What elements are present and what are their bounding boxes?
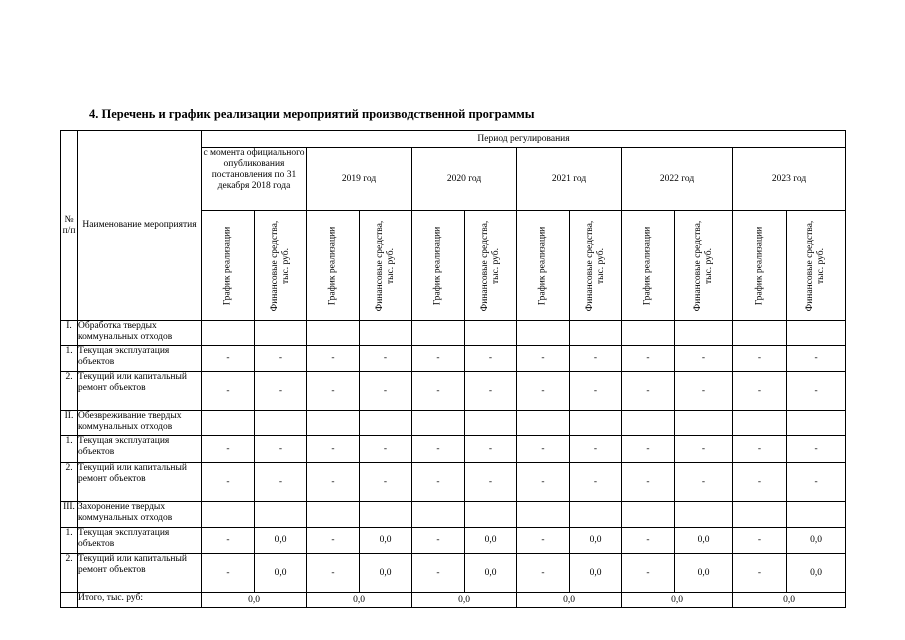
cell-schedule xyxy=(733,502,787,528)
total-value: 0,0 xyxy=(622,593,733,608)
total-number-cell xyxy=(61,593,78,608)
cell-schedule: - xyxy=(412,463,465,502)
table-row xyxy=(61,346,846,372)
cell-finance xyxy=(360,502,412,528)
cell-schedule: - xyxy=(307,372,360,411)
cell-finance: - xyxy=(465,372,517,411)
cell-schedule: - xyxy=(733,346,787,372)
cell-schedule xyxy=(622,502,675,528)
row-number: 1. xyxy=(61,528,78,554)
header-finance: Финансовые средства, тыс. руб. xyxy=(465,211,517,321)
header-period-2: 2020 год xyxy=(412,148,517,211)
cell-finance xyxy=(787,321,846,346)
row-activity-name: Текущая эксплуатация объектов xyxy=(78,346,202,372)
cell-finance: - xyxy=(787,436,846,463)
header-schedule: График реализации xyxy=(622,211,675,321)
cell-schedule: - xyxy=(202,528,255,554)
cell-schedule: - xyxy=(307,528,360,554)
section-row xyxy=(61,502,846,528)
cell-schedule xyxy=(733,321,787,346)
cell-finance: - xyxy=(787,346,846,372)
cell-finance: 0,0 xyxy=(787,554,846,593)
header-regulation-period: Период регулирования xyxy=(202,131,846,148)
cell-schedule: - xyxy=(517,372,570,411)
cell-finance xyxy=(255,502,307,528)
header-period-1: 2019 год xyxy=(307,148,412,211)
section-row xyxy=(61,411,846,436)
cell-schedule: - xyxy=(202,346,255,372)
cell-finance: - xyxy=(255,436,307,463)
total-value: 0,0 xyxy=(733,593,846,608)
document-title: 4. Перечень и график реализации мероприятий производственной программы xyxy=(89,107,535,121)
cell-schedule xyxy=(622,321,675,346)
cell-finance xyxy=(675,411,733,436)
row-number: 1. xyxy=(61,346,78,372)
cell-finance: 0,0 xyxy=(675,528,733,554)
cell-schedule: - xyxy=(307,463,360,502)
cell-schedule: - xyxy=(622,372,675,411)
cell-schedule: - xyxy=(733,554,787,593)
cell-schedule: - xyxy=(622,554,675,593)
cell-finance xyxy=(360,321,412,346)
cell-finance: - xyxy=(675,436,733,463)
cell-finance xyxy=(465,321,517,346)
header-number: № п/п xyxy=(61,131,78,321)
cell-schedule xyxy=(412,502,465,528)
header-period-0: с момента официального опубликования постановления по 31 декабря 2018 года xyxy=(202,148,307,211)
production-program-table xyxy=(60,130,846,608)
header-schedule: График реализации xyxy=(202,211,255,321)
cell-schedule: - xyxy=(412,372,465,411)
cell-finance: - xyxy=(360,436,412,463)
cell-finance xyxy=(675,502,733,528)
cell-schedule: - xyxy=(202,436,255,463)
cell-schedule: - xyxy=(622,346,675,372)
row-activity-name: Обезвреживание твердых коммунальных отходов xyxy=(78,411,202,436)
row-number: 2. xyxy=(61,463,78,502)
row-number: 2. xyxy=(61,372,78,411)
cell-finance: 0,0 xyxy=(360,528,412,554)
cell-schedule: - xyxy=(412,528,465,554)
header-finance: Финансовые средства, тыс. руб. xyxy=(360,211,412,321)
cell-finance xyxy=(360,411,412,436)
cell-schedule: - xyxy=(622,436,675,463)
cell-finance: - xyxy=(787,372,846,411)
cell-schedule xyxy=(412,321,465,346)
header-schedule: График реализации xyxy=(517,211,570,321)
cell-finance: 0,0 xyxy=(675,554,733,593)
header-period-3: 2021 год xyxy=(517,148,622,211)
total-row xyxy=(61,593,846,608)
cell-finance xyxy=(570,502,622,528)
header-schedule: График реализации xyxy=(307,211,360,321)
cell-finance: - xyxy=(570,463,622,502)
cell-schedule xyxy=(517,411,570,436)
cell-finance: - xyxy=(255,372,307,411)
row-number: III. xyxy=(61,502,78,528)
header-finance: Финансовые средства, тыс. руб. xyxy=(787,211,846,321)
cell-finance: 0,0 xyxy=(465,528,517,554)
cell-finance: - xyxy=(675,346,733,372)
row-number: 1. xyxy=(61,436,78,463)
cell-schedule: - xyxy=(202,372,255,411)
cell-finance: - xyxy=(787,463,846,502)
header-period-5: 2023 год xyxy=(733,148,846,211)
cell-finance: - xyxy=(360,463,412,502)
total-label: Итого, тыс. руб: xyxy=(78,593,202,608)
total-value: 0,0 xyxy=(307,593,412,608)
cell-schedule: - xyxy=(202,554,255,593)
cell-finance: - xyxy=(465,463,517,502)
cell-schedule: - xyxy=(733,528,787,554)
header-finance: Финансовые средства, тыс. руб. xyxy=(570,211,622,321)
cell-schedule: - xyxy=(517,436,570,463)
row-number: II. xyxy=(61,411,78,436)
cell-finance xyxy=(465,502,517,528)
cell-schedule: - xyxy=(622,463,675,502)
total-value: 0,0 xyxy=(202,593,307,608)
cell-schedule: - xyxy=(733,463,787,502)
cell-finance: - xyxy=(360,346,412,372)
cell-schedule: - xyxy=(517,346,570,372)
cell-finance: - xyxy=(360,372,412,411)
cell-finance: 0,0 xyxy=(360,554,412,593)
cell-schedule: - xyxy=(622,528,675,554)
cell-schedule xyxy=(307,502,360,528)
cell-finance: - xyxy=(570,436,622,463)
header-schedule: График реализации xyxy=(733,211,787,321)
row-activity-name: Текущий или капитальный ремонт объектов xyxy=(78,463,202,502)
table-row xyxy=(61,528,846,554)
cell-finance xyxy=(787,502,846,528)
row-activity-name: Текущий или капитальный ремонт объектов xyxy=(78,554,202,593)
cell-finance: 0,0 xyxy=(570,554,622,593)
cell-finance: - xyxy=(465,436,517,463)
cell-schedule: - xyxy=(202,463,255,502)
cell-schedule xyxy=(202,321,255,346)
cell-finance xyxy=(570,411,622,436)
cell-finance: 0,0 xyxy=(465,554,517,593)
cell-schedule: - xyxy=(517,528,570,554)
cell-schedule xyxy=(412,411,465,436)
cell-finance: - xyxy=(255,463,307,502)
cell-finance: - xyxy=(465,346,517,372)
row-activity-name: Текущая эксплуатация объектов xyxy=(78,436,202,463)
cell-schedule xyxy=(307,321,360,346)
row-activity-name: Захоронение твердых коммунальных отходов xyxy=(78,502,202,528)
cell-schedule: - xyxy=(733,372,787,411)
cell-finance: - xyxy=(570,346,622,372)
cell-schedule: - xyxy=(517,463,570,502)
cell-finance xyxy=(787,411,846,436)
cell-schedule: - xyxy=(307,554,360,593)
cell-schedule xyxy=(517,321,570,346)
cell-finance: - xyxy=(255,346,307,372)
row-activity-name: Текущий или капитальный ремонт объектов xyxy=(78,372,202,411)
cell-schedule xyxy=(202,411,255,436)
cell-schedule: - xyxy=(412,554,465,593)
header-finance: Финансовые средства, тыс. руб. xyxy=(255,211,307,321)
cell-schedule xyxy=(622,411,675,436)
header-activity-name: Наименование мероприятия xyxy=(78,131,202,321)
section-row xyxy=(61,321,846,346)
cell-schedule: - xyxy=(307,346,360,372)
cell-schedule: - xyxy=(307,436,360,463)
cell-finance: - xyxy=(675,372,733,411)
cell-finance xyxy=(675,321,733,346)
row-activity-name: Обработка твердых коммунальных отходов xyxy=(78,321,202,346)
cell-finance: 0,0 xyxy=(255,554,307,593)
cell-schedule: - xyxy=(733,436,787,463)
cell-schedule: - xyxy=(412,436,465,463)
header-period-4: 2022 год xyxy=(622,148,733,211)
cell-schedule xyxy=(202,502,255,528)
cell-finance: 0,0 xyxy=(787,528,846,554)
cell-schedule xyxy=(307,411,360,436)
table-row xyxy=(61,554,846,593)
row-activity-name: Текущая эксплуатация объектов xyxy=(78,528,202,554)
cell-schedule xyxy=(733,411,787,436)
cell-finance xyxy=(255,411,307,436)
cell-finance: 0,0 xyxy=(255,528,307,554)
cell-finance: 0,0 xyxy=(570,528,622,554)
cell-schedule: - xyxy=(517,554,570,593)
cell-schedule xyxy=(517,502,570,528)
cell-finance xyxy=(465,411,517,436)
row-number: I. xyxy=(61,321,78,346)
table-row xyxy=(61,436,846,463)
cell-finance: - xyxy=(675,463,733,502)
cell-finance: - xyxy=(570,372,622,411)
header-schedule: График реализации xyxy=(412,211,465,321)
table-row xyxy=(61,372,846,411)
row-number: 2. xyxy=(61,554,78,593)
total-value: 0,0 xyxy=(412,593,517,608)
cell-finance xyxy=(570,321,622,346)
cell-finance xyxy=(255,321,307,346)
cell-schedule: - xyxy=(412,346,465,372)
header-finance: Финансовые средства, тыс. руб. xyxy=(675,211,733,321)
table-row xyxy=(61,463,846,502)
total-value: 0,0 xyxy=(517,593,622,608)
